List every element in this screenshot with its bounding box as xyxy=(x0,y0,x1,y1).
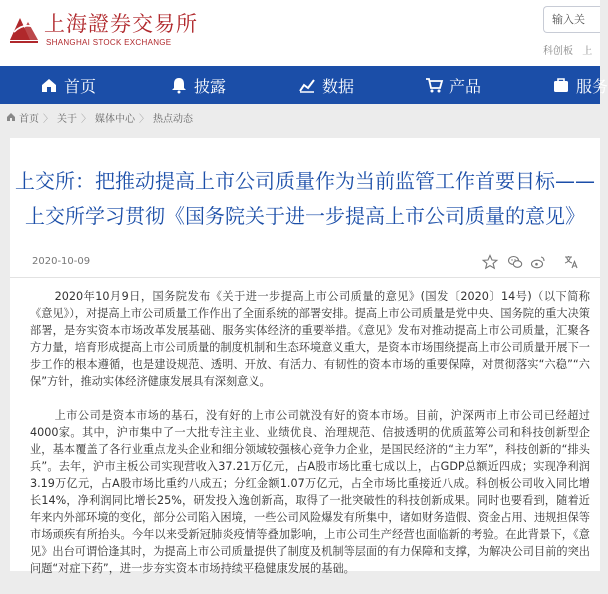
nav-label-home: 首页 xyxy=(64,76,97,96)
language-icon[interactable] xyxy=(563,254,579,270)
nav-label-products: 产品 xyxy=(449,76,482,96)
cart-icon xyxy=(425,76,443,94)
nav-label-disclosure: 披露 xyxy=(194,76,227,96)
nav-label-data: 数据 xyxy=(322,76,355,96)
quick-links xyxy=(543,42,598,57)
breadcrumb-home-icon xyxy=(6,112,16,122)
article-date: 2020-10-09 xyxy=(32,256,91,267)
nav-item-data[interactable] xyxy=(298,66,354,104)
wechat-icon[interactable] xyxy=(507,254,523,270)
sse-logo-mark-icon[interactable] xyxy=(6,10,42,46)
article-paragraph: 2020年10月9日，国务院发布《关于进一步提高上市公司质量的意见》(国发〔2020〕14号)（以下简称《意见》），对提高上市公司质量工作作出了全面系统的部署安排。提高上市公司质量是党中央、国务院的重大决策部署，是夯实资本市场改革发展基础、服务实体经济的重要举措。《意见》发布对推动提高上市公司质量，汇聚各方力量，培育形成提高上市公司质量的制度机制和生态环境意义重大，是资本市场围绕提高上市公司质量开展下一步工作的根本遵循，也是建设规范、透明、开放、有活力、有韧性的资本市场的重要保障，对贯彻落实“六稳”“六保”方针，推动实体经济健康发展具有深刻意义。 xyxy=(30,290,590,388)
article-body xyxy=(30,288,590,594)
chart-icon xyxy=(298,76,316,94)
breadcrumb-separator: 〉 xyxy=(43,113,53,125)
logo-english-name: SHANGHAI STOCK EXCHANGE xyxy=(46,38,172,47)
breadcrumb-item-home[interactable]: 首页 xyxy=(19,113,39,125)
nav-item-disclosure[interactable] xyxy=(170,66,226,104)
logo-chinese-name[interactable]: 上海證券交易所 xyxy=(44,12,198,36)
home-icon xyxy=(40,76,58,94)
breadcrumb-item-media-center[interactable]: 媒体中心 xyxy=(95,113,135,125)
nav-item-services[interactable] xyxy=(552,66,608,104)
breadcrumb xyxy=(0,104,600,130)
nav-item-home[interactable] xyxy=(40,66,96,104)
site-header xyxy=(0,0,600,66)
article-paragraph: 上市公司是资本市场的基石，没有好的上市公司就没有好的资本市场。目前，沪深两市上市公司已经超过4000家。其中，沪市集中了一大批专注主业、业绩优良、治理规范、信披透明的优质蓝筹公司和科技创新型企业，基本覆盖了各行业重点龙头企业和细分领域较强核心竞争力企业，是国民经济的“主力军”，科技创新的“排头兵”。去年，沪市主板公司实现营收入37.21万亿元，占A股市场比重七成以上，占GDP总额近四成；实现净利润3.19万亿元，占A股市场比重约八成五；分红金额1.07万亿元，占全市场比重接近八成。科创板公司收入同比增长14%，净利润同比增长25%，研发投入逸创新高，取得了一批突破性的科技创新成果。同时也要看到，随着近年来内外部环境的变化，部分公司陷入困境，一些公司风险爆发有所集中，诸如财务造假、资金占用、违规担保等市场顽疾有所抬头。今年以来受新冠肺炎疫情等叠加影响，上市公司生产经营也面临新的考验。在此背景下，《意见》出台可谓恰逢其时，为提高上市公司质量提供了制度及机制等层面的有力保障和支撑，为解决公司目前的突出问题“对症下药”，进一步夯实资本市场持续平稳健康发展的基础。 xyxy=(30,409,590,575)
breadcrumb-separator: 〉 xyxy=(139,113,149,125)
search-input[interactable] xyxy=(552,13,600,26)
article-title: 上交所：把推动提高上市公司质量作为当前监管工作首要目标——上交所学习贯彻《国务院关于进一步提高上市公司质量的意见》 xyxy=(15,169,595,228)
quick-link-star-market[interactable]: 科创板 xyxy=(543,46,573,57)
nav-item-products[interactable] xyxy=(425,66,481,104)
services-icon xyxy=(552,76,570,94)
quick-link-more[interactable]: 上 xyxy=(582,46,593,57)
article-meta-bar xyxy=(10,248,600,278)
weibo-icon[interactable] xyxy=(530,254,546,270)
breadcrumb-separator: 〉 xyxy=(81,113,91,125)
star-icon[interactable] xyxy=(482,254,498,270)
breadcrumb-item-hot-news[interactable]: 热点动态 xyxy=(153,113,193,125)
bell-icon xyxy=(170,76,188,94)
article-panel xyxy=(10,138,600,575)
search-box[interactable] xyxy=(543,6,600,33)
nav-label-services: 服务 xyxy=(576,76,608,96)
breadcrumb-item-about[interactable]: 关于 xyxy=(57,113,77,125)
main-nav xyxy=(0,66,608,104)
